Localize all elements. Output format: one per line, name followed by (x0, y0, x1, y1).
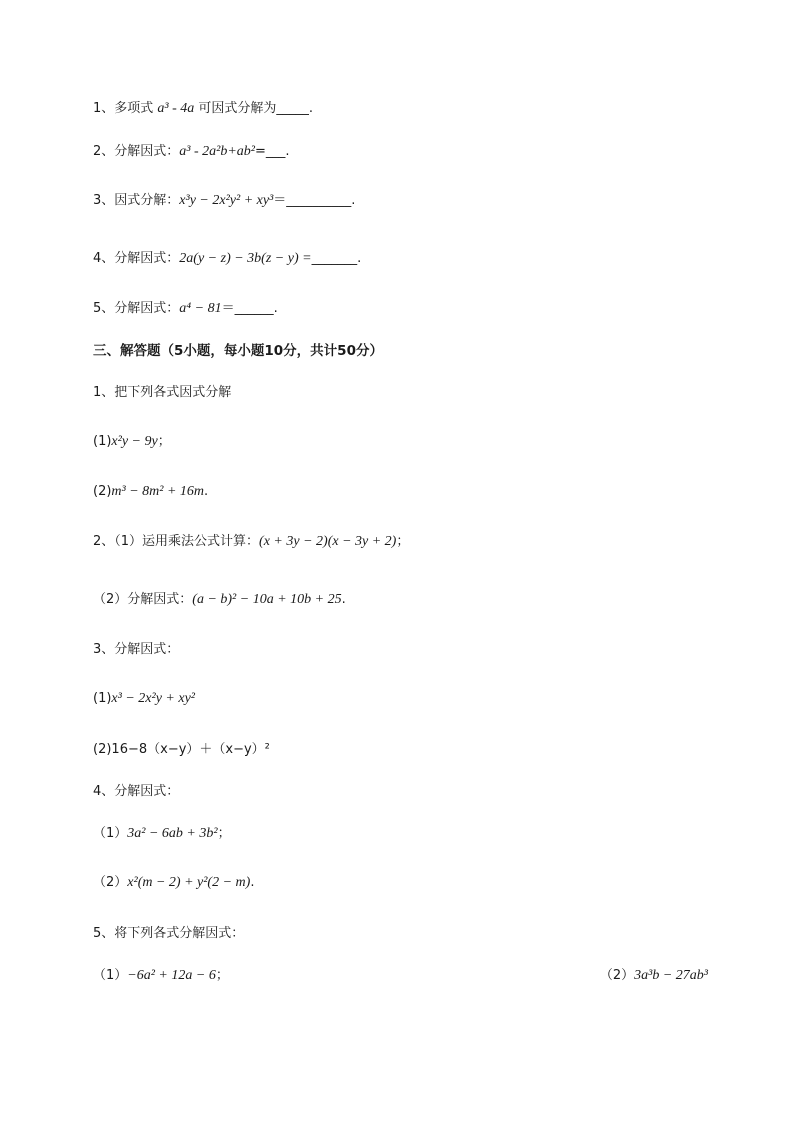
fill-question-3 (93, 192, 355, 210)
question-tail: 可因式分解为_____. (194, 101, 314, 116)
math-expression: 2a(y − z) − 3b(z − y) = (179, 251, 312, 266)
math-expression: 16−8（x−y）＋（x−y）² (111, 742, 270, 757)
fill-question-2 (93, 143, 290, 161)
part-tail: . (250, 875, 255, 890)
question-tail: _______. (311, 251, 362, 266)
problem-4-title: 4、分解因式： (93, 784, 180, 799)
math-expression: a³ - 2a²b+ab² (179, 144, 255, 159)
part-tail: . (204, 484, 209, 499)
fill-question-4 (93, 250, 361, 268)
math-expression: (a − b)² − 10a + 10b + 25 (192, 592, 342, 607)
math-expression: 3a² − 6ab + 3b² (127, 826, 218, 841)
question-number: 5、 (93, 301, 115, 316)
question-tail: =___. (255, 144, 290, 159)
math-expression: x³ − 2x²y + xy² (111, 691, 195, 706)
math-expression: (x + 3y − 2)(x − 3y + 2) (259, 534, 397, 549)
part-label: (1) (93, 434, 112, 449)
part-label: 2、（1）运用乘法公式计算： (93, 534, 260, 549)
problem-4-part-1 (93, 825, 231, 843)
problem-1-title: 1、把下列各式因式分解 (93, 385, 232, 400)
question-number: 1、 (93, 101, 115, 116)
math-expression: 3a³b − 27ab³ (634, 968, 708, 983)
problem-3-title: 3、分解因式： (93, 642, 180, 657)
part-label: （2） (599, 968, 635, 983)
math-expression: x³y − 2x²y² + xy³ (179, 193, 274, 208)
question-text: 分解因式： (114, 144, 180, 159)
problem-3-part-1 (93, 690, 195, 708)
problem-3-part-2 (93, 741, 270, 759)
part-tail: ； (215, 968, 229, 983)
math-expression: m³ − 8m² + 16m (111, 484, 205, 499)
part-label: （2）分解因式： (93, 592, 193, 607)
problem-4-part-2 (93, 874, 254, 892)
problem-2-part-2 (93, 591, 346, 609)
part-label: (2) (93, 742, 112, 757)
part-tail: . (341, 592, 346, 607)
part-tail: ； (217, 826, 231, 841)
math-expression: −6a² + 12a − 6 (127, 968, 216, 983)
math-expression: x²(m − 2) + y²(2 − m) (127, 875, 251, 890)
part-label: (2) (93, 484, 112, 499)
problem-5-title: 5、将下列各式分解因式： (93, 926, 245, 941)
part-label: （2） (93, 875, 128, 890)
question-text: 分解因式： (114, 301, 180, 316)
fill-question-1 (93, 100, 313, 118)
question-number: 3、 (93, 193, 115, 208)
question-text: 因式分解： (114, 193, 180, 208)
question-number: 2、 (93, 144, 115, 159)
math-expression: a⁴ − 81 (179, 301, 222, 316)
math-expression: a³ - 4a (157, 101, 195, 116)
section-heading: 三、解答题（5小题，每小题10分，共计50分） (93, 343, 383, 359)
part-label: （1） (93, 968, 128, 983)
question-text: 分解因式： (114, 251, 180, 266)
problem-5-part-2 (600, 967, 708, 985)
fill-question-5 (93, 300, 278, 318)
part-label: （1） (93, 826, 128, 841)
question-tail: ＝______. (221, 301, 278, 316)
problem-1-part-2 (93, 483, 208, 501)
part-tail: ； (396, 534, 410, 549)
part-tail: ； (157, 434, 171, 449)
problem-2-part-1 (93, 533, 409, 551)
problem-1-part-1 (93, 433, 171, 451)
math-expression: x²y − 9y (111, 434, 158, 449)
problem-5-part-1 (93, 967, 229, 985)
question-text: 多项式 (114, 101, 158, 116)
part-label: (1) (93, 691, 112, 706)
question-tail: ＝__________. (273, 193, 356, 208)
question-number: 4、 (93, 251, 115, 266)
